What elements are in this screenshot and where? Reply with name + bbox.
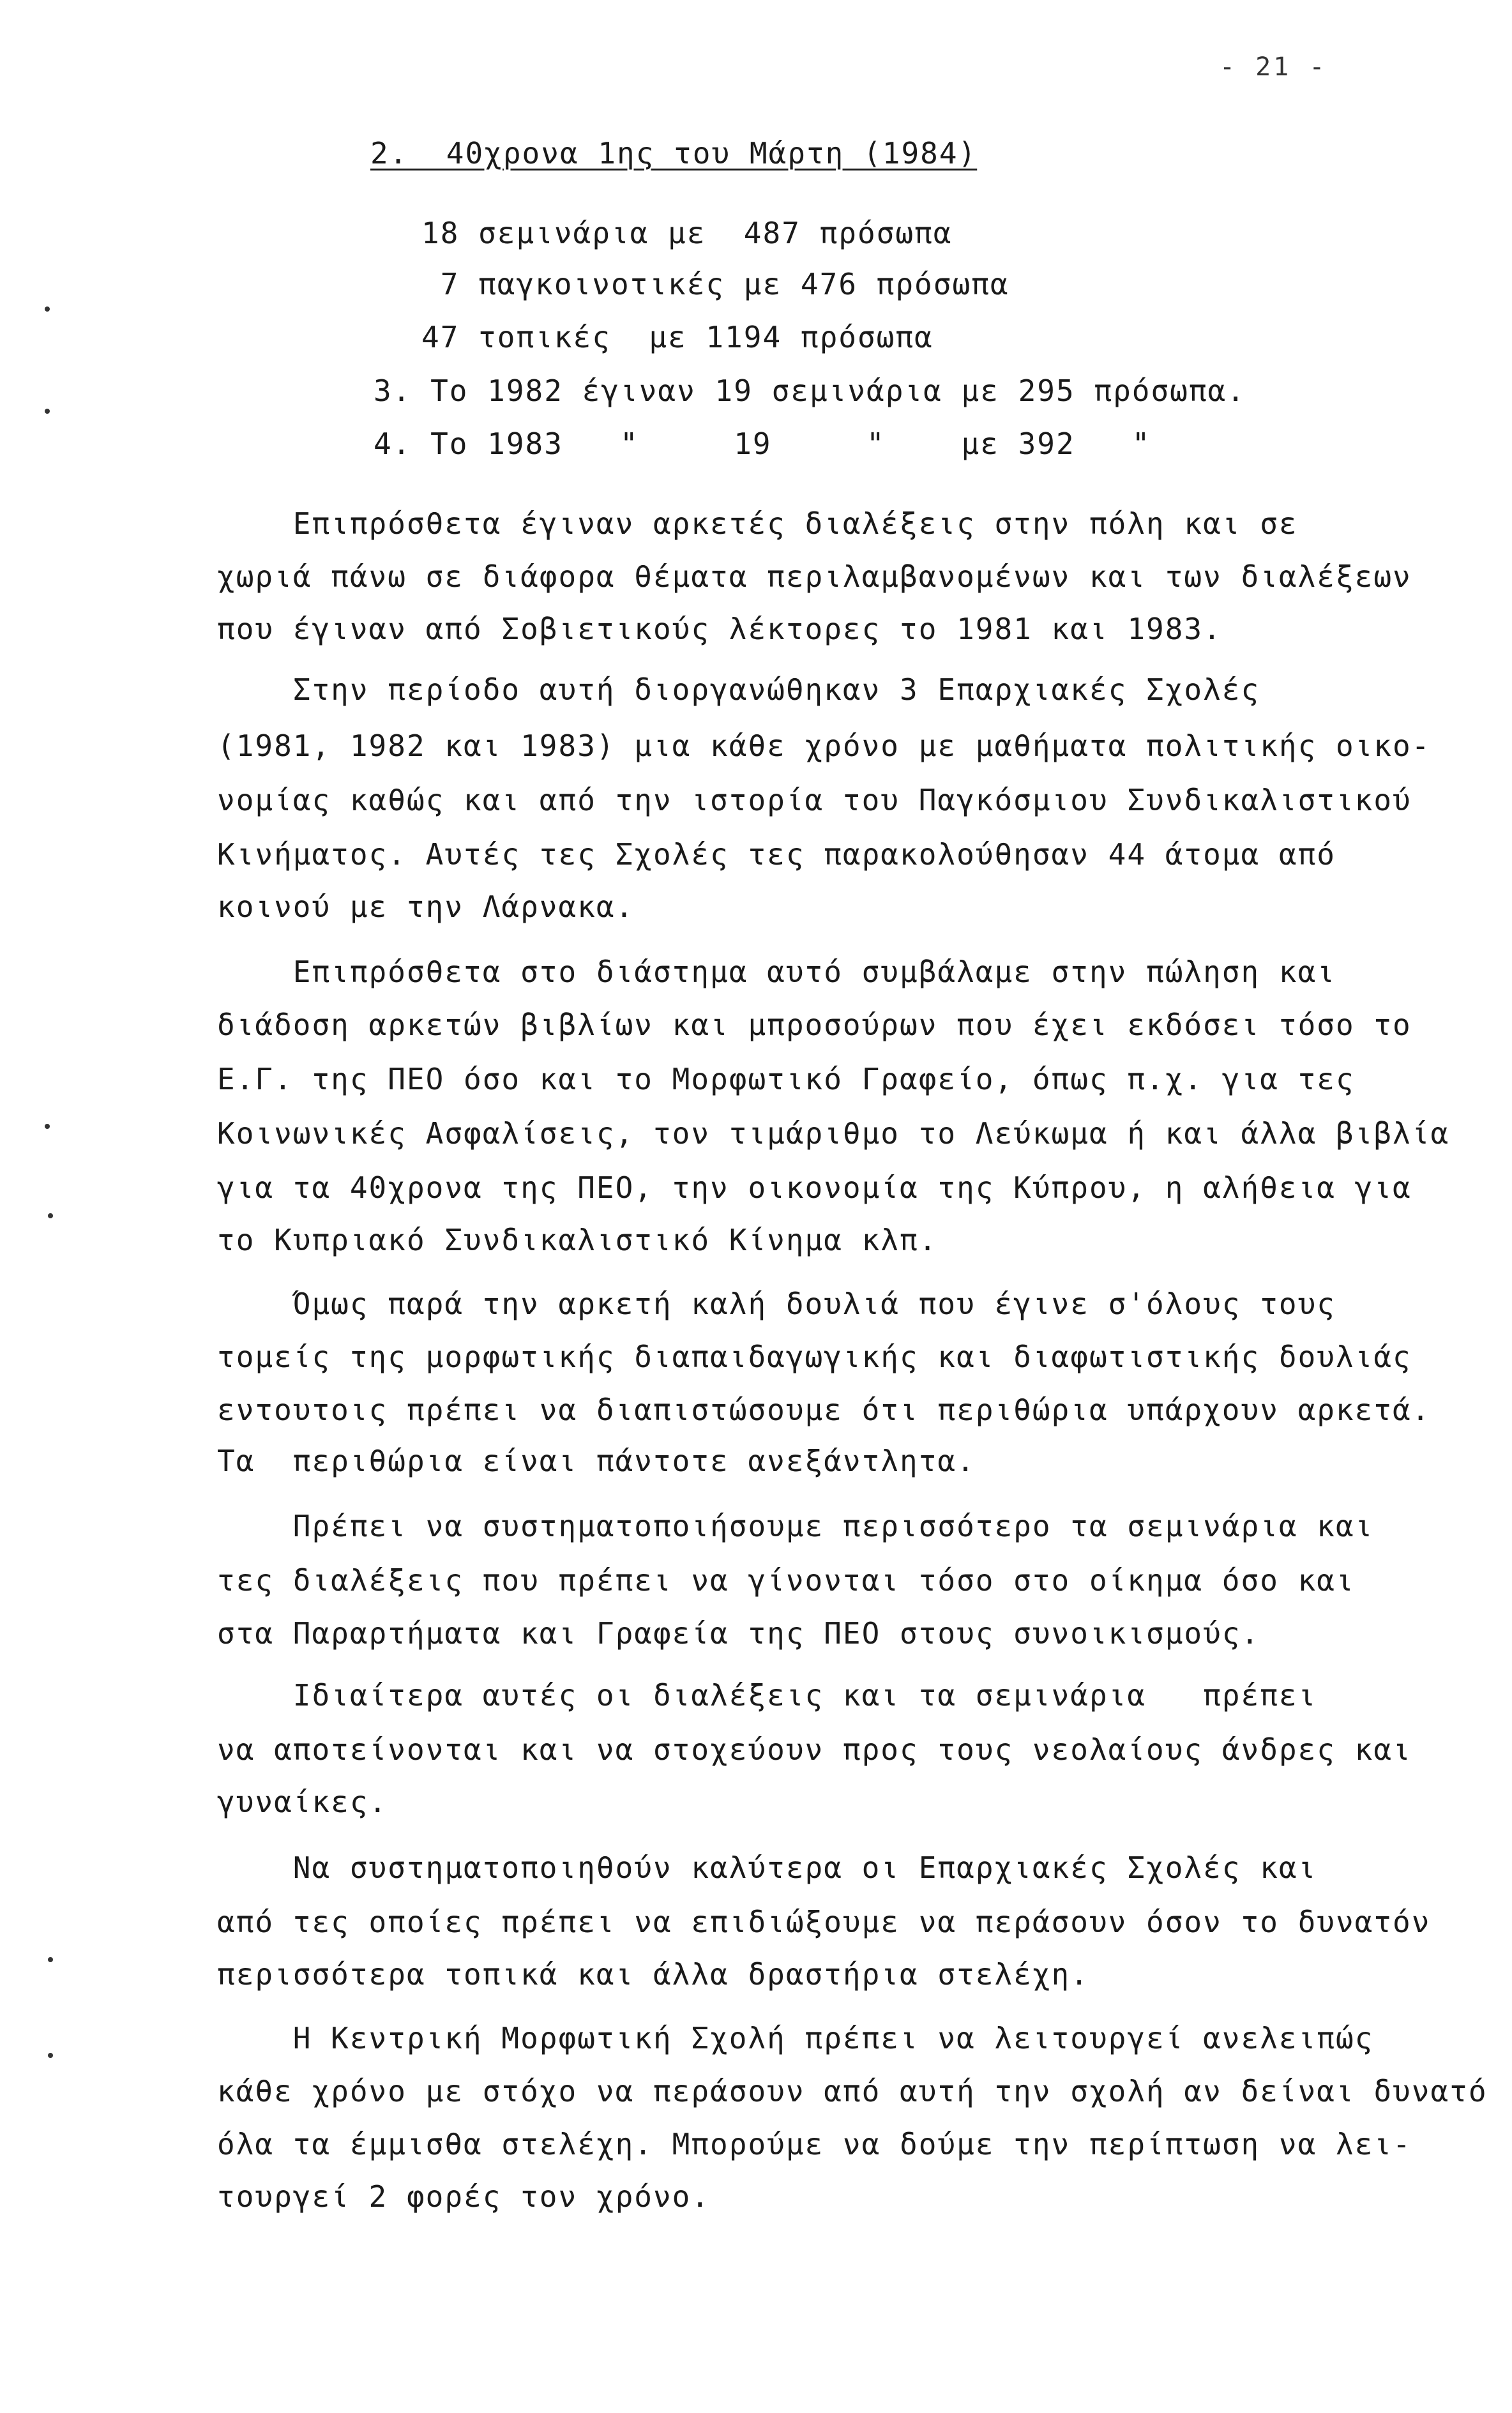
scan-speck — [48, 1957, 53, 1962]
body-line: Να συστηματοποιηθούν καλύτερα οι Επαρχιακές Σχολές και — [217, 1850, 1317, 1885]
body-line: Επιπρόσθετα έγιναν αρκετές διαλέξεις στην πόλη και σε — [217, 506, 1298, 541]
body-line: Στην περίοδο αυτή διοργανώθηκαν 3 Επαρχιακές Σχολές — [217, 672, 1260, 707]
body-line: τουργεί 2 φορές τον χρόνο. — [217, 2179, 711, 2214]
body-line: Πρέπει να συστηματοποιήσουμε περισσότερο τα σεμινάρια και — [217, 1509, 1374, 1543]
body-line: (1981, 1982 και 1983) μια κάθε χρόνο με μαθήματα πολιτικής οικο- — [217, 729, 1431, 763]
body-line: γυναίκες. — [217, 1785, 388, 1819]
body-line: νομίας καθώς και από την ιστορία του Παγκόσμιου Συνδικαλιστικού — [217, 783, 1412, 817]
scan-speck — [45, 1124, 50, 1129]
body-line: Κοινωνικές Ασφαλίσεις, τον τιμάριθμο το Λεύκωμα ή και άλλα βιβλία — [217, 1116, 1450, 1151]
numbered-item: 4. Το 1983 " 19 " με 392 " — [374, 427, 1151, 461]
body-line: Κινήματος. Αυτές τες Σχολές τες παρακολούθησαν 44 άτομα από — [217, 837, 1336, 872]
body-line: Επιπρόσθετα στο διάστημα αυτό συμβάλαμε στην πώληση και — [217, 955, 1336, 989]
body-line: Τα περιθώρια είναι πάντοτε ανεξάντλητα. — [217, 1444, 976, 1478]
body-line: Ε.Γ. της ΠΕΟ όσο και το Μορφωτικό Γραφείο, όπως π.χ. για τες — [217, 1062, 1355, 1096]
body-line: για τα 40χρονα της ΠΕΟ, την οικονομία της Κύπρου, η αλήθεια για — [217, 1170, 1412, 1205]
body-line: Ιδιαίτερα αυτές οι διαλέξεις και τα σεμινάρια πρέπει — [217, 1678, 1317, 1713]
body-line: στα Παραρτήματα και Γραφεία της ΠΕΟ στους συνοικισμούς. — [217, 1616, 1260, 1651]
scan-speck — [48, 1213, 53, 1218]
scan-speck — [45, 409, 50, 414]
body-line: διάδοση αρκετών βιβλίων και μπροσούρων που έχει εκδόσει τόσο το — [217, 1008, 1412, 1042]
body-line: που έγιναν από Σοβιετικούς λέκτορες το 1981 και 1983. — [217, 612, 1222, 646]
body-line: Όμως παρά την αρκετή καλή δουλιά που έγινε σ'όλους τους — [217, 1287, 1336, 1321]
body-line: κάθε χρόνο με στόχο να περάσουν από αυτή την σχολή αν δείναι δυνατό — [217, 2074, 1488, 2108]
body-line: κοινού με την Λάρνακα. — [217, 889, 635, 924]
scan-speck — [48, 2053, 53, 2058]
body-line: τομείς της μορφωτικής διαπαιδαγωγικής και διαφωτιστικής δουλιάς — [217, 1340, 1412, 1374]
scan-speck — [45, 306, 50, 312]
body-line: εντουτοις πρέπει να διαπιστώσουμε ότι περιθώρια υπάρχουν αρκετά. — [217, 1393, 1431, 1427]
body-line: τες διαλέξεις που πρέπει να γίνονται τόσο στο οίκημα όσο και — [217, 1563, 1355, 1598]
body-line: το Κυπριακό Συνδικαλιστικό Κίνημα κλπ. — [217, 1223, 938, 1257]
body-line: Η Κεντρική Μορφωτική Σχολή πρέπει να λειτουργεί ανελειπώς — [217, 2021, 1374, 2055]
page-number: - 21 - — [1220, 52, 1327, 82]
section-heading: 2. 40χρονα 1ης του Μάρτη (1984) — [370, 136, 978, 170]
list-item: 18 σεμινάρια με 487 πρόσωπα — [421, 216, 953, 250]
numbered-item: 3. Το 1982 έγιναν 19 σεμινάρια με 295 πρόσωπα. — [374, 374, 1246, 408]
body-line: χωριά πάνω σε διάφορα θέματα περιλαμβανομένων και των διαλέξεων — [217, 559, 1412, 594]
body-line: όλα τα έμμισθα στελέχη. Μπορούμε να δούμε την περίπτωση να λει- — [217, 2127, 1412, 2161]
list-item: 7 παγκοινοτικές με 476 πρόσωπα — [421, 267, 1009, 301]
list-item: 47 τοπικές με 1194 πρόσωπα — [421, 320, 934, 354]
body-line: από τες οποίες πρέπει να επιδιώξουμε να περάσουν όσον το δυνατόν — [217, 1905, 1431, 1939]
body-line: να αποτείνονται και να στοχεύουν προς τους νεολαίους άνδρες και — [217, 1732, 1412, 1767]
body-line: περισσότερα τοπικά και άλλα δραστήρια στελέχη. — [217, 1957, 1089, 1992]
